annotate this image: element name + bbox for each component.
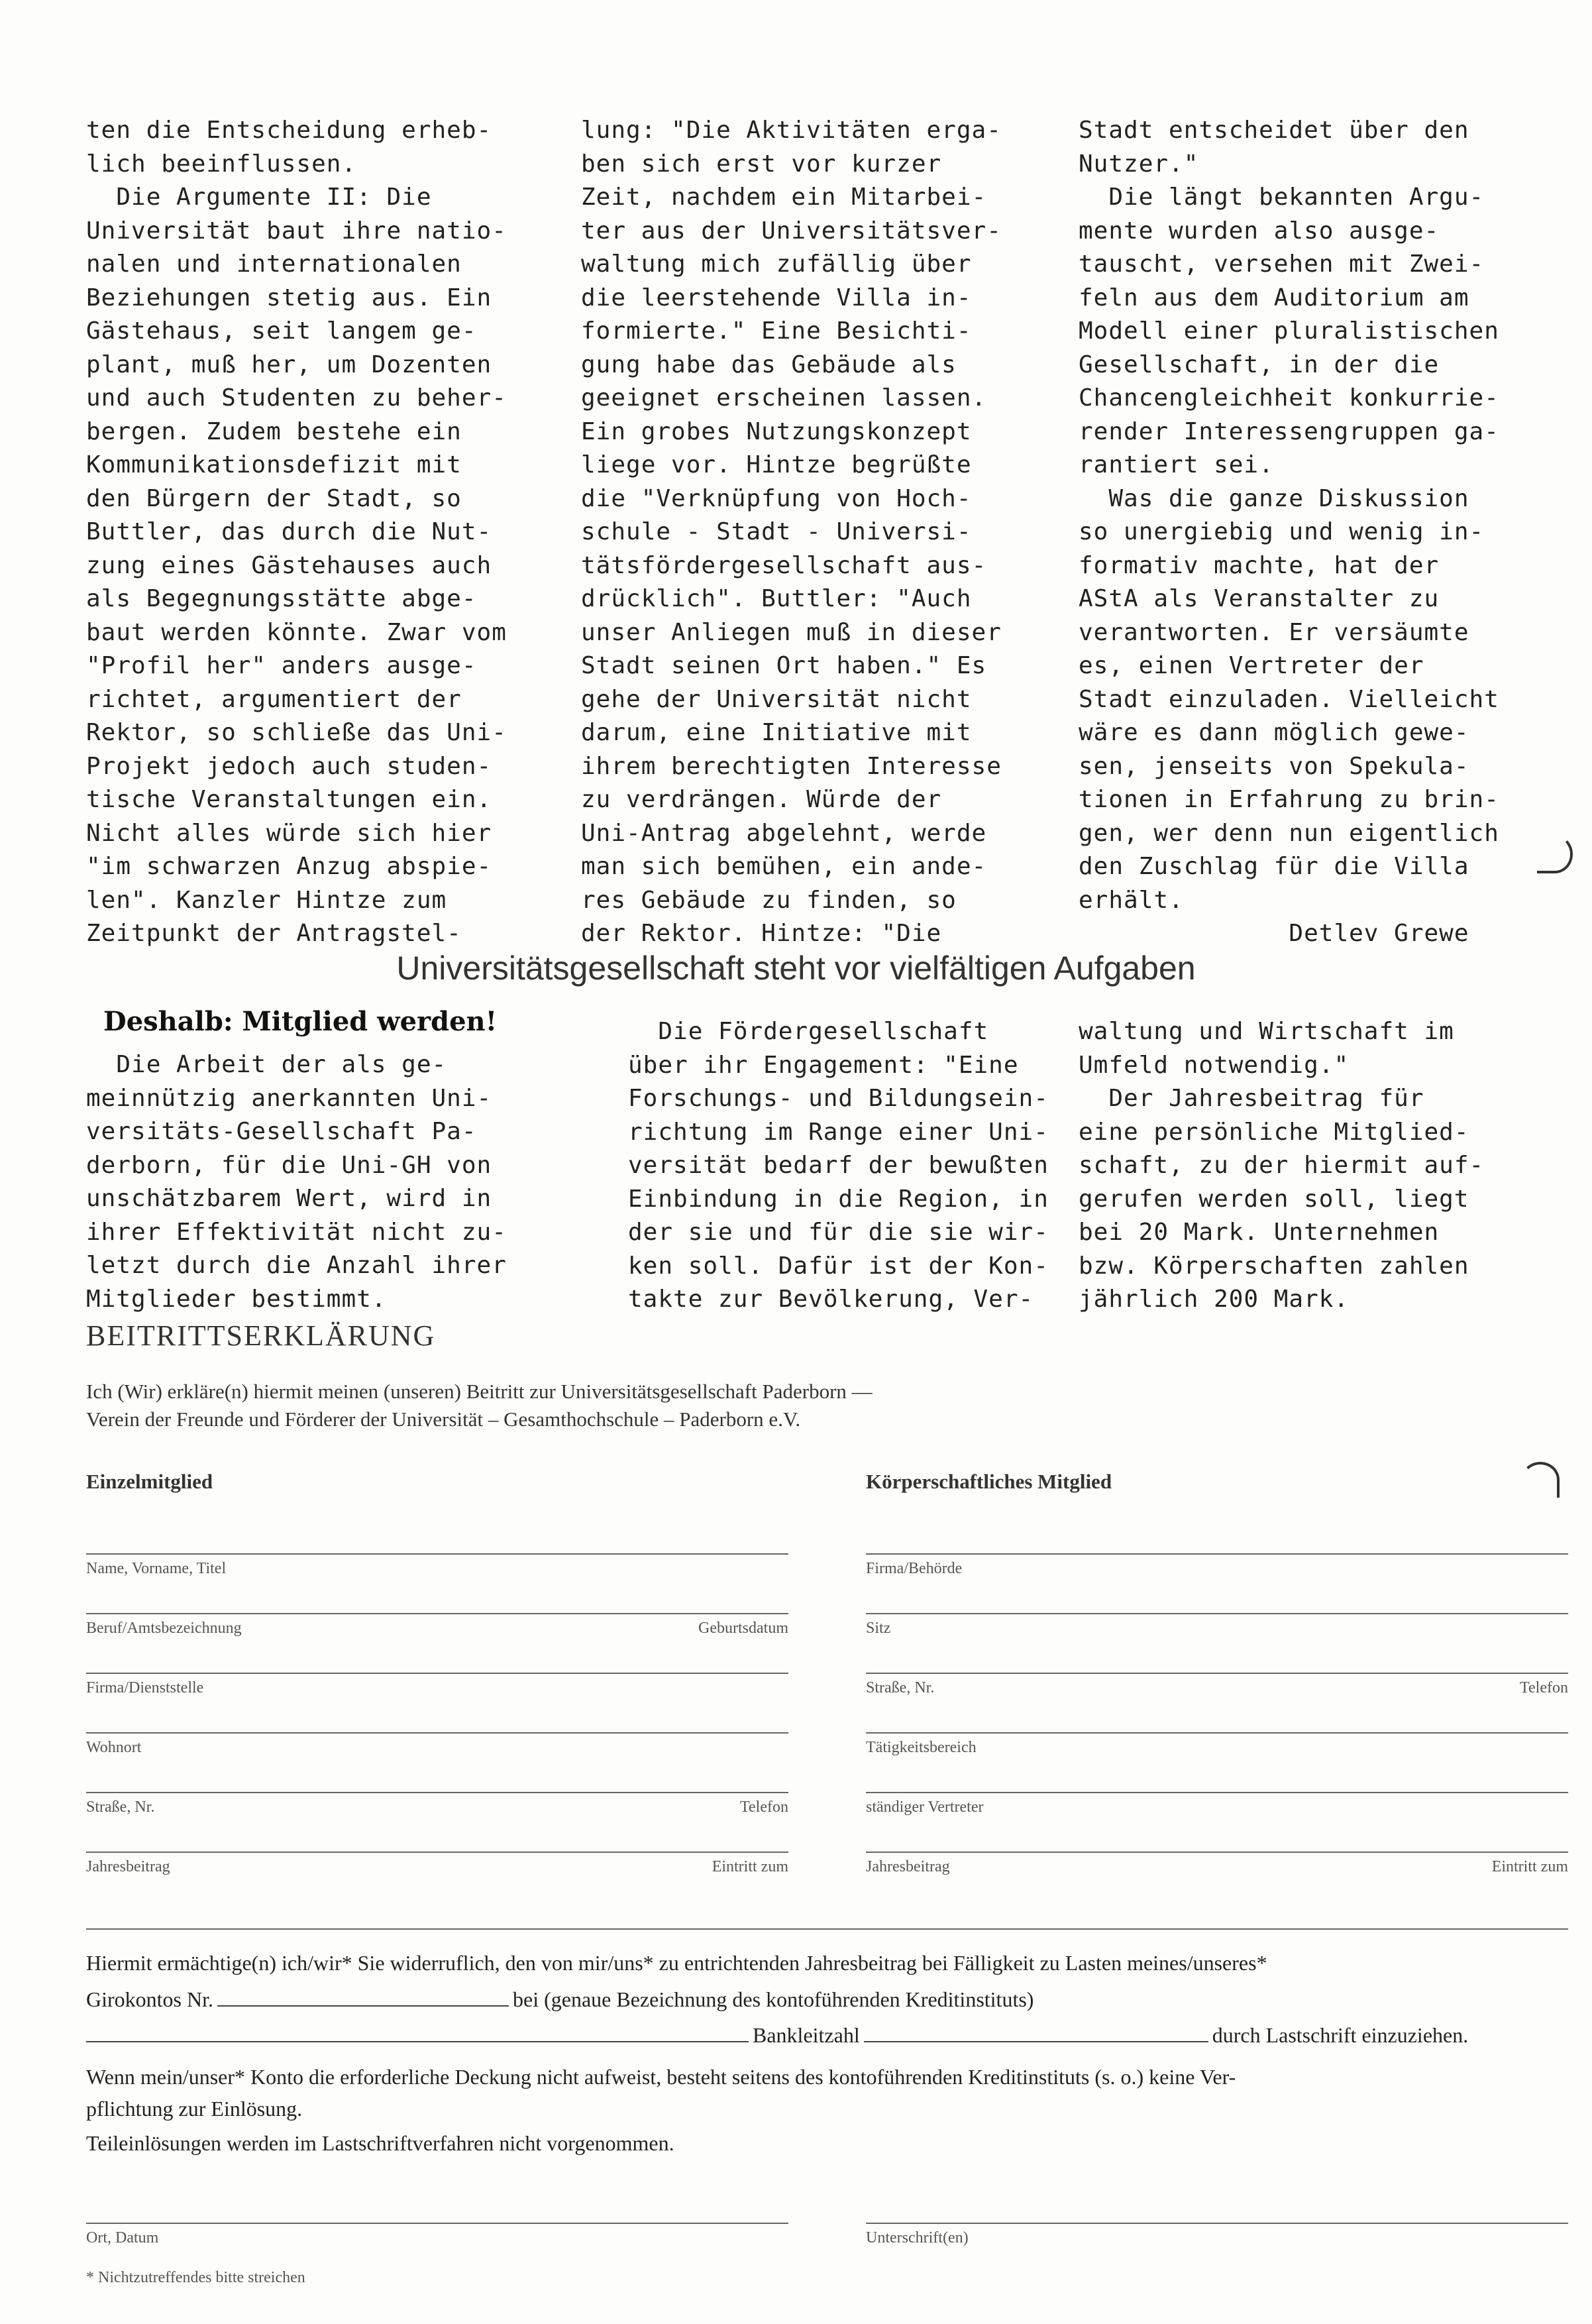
text-line: lung: "Die Aktivitäten erga- — [581, 117, 1002, 144]
place-date-field[interactable]: Ort, Datum — [86, 2223, 788, 2256]
text-line: unschätzbarem Wert, wird in — [86, 1185, 492, 1212]
text-line: Der Jahresbeitrag für — [1079, 1085, 1424, 1112]
text-line: Nutzer." — [1079, 150, 1199, 178]
text-line: schaft, zu der hiermit auf- — [1079, 1152, 1485, 1179]
text-line: Was die ganze Diskussion — [1079, 484, 1469, 512]
form-divider — [86, 1928, 1568, 1930]
text-line: gerufen werden soll, liegt — [1079, 1185, 1469, 1213]
text-line: zung eines Gästehauses auch — [86, 551, 492, 579]
text-line: darum, eine Initiative mit — [581, 719, 972, 746]
text-line: drücklich". Buttler: "Auch — [581, 585, 972, 612]
section-column-3 — [1079, 1015, 1484, 1317]
text-line: waltung mich zufällig über — [581, 250, 972, 278]
company-field[interactable]: Firma/Dienststelle — [86, 1673, 788, 1711]
text-line: nalen und internationalen — [86, 250, 462, 278]
text-line: Gästehaus, seit langem ge- — [86, 317, 477, 345]
text-line: Rektor, so schließe das Uni- — [86, 719, 507, 746]
text-line: tionen in Erfahrung zu brin- — [1079, 786, 1499, 813]
form-title: BEITRITTSERKLÄRUNG — [86, 1319, 436, 1352]
text-line: liege vor. Hintze begrüßte — [581, 451, 972, 478]
text-line: formativ machte, hat der — [1079, 551, 1440, 579]
text-line: mente wurden also ausge- — [1079, 217, 1440, 245]
text-line: Stadt einzuladen. Vielleicht — [1079, 685, 1499, 713]
corner-mark-icon — [1521, 1462, 1560, 1498]
text-line: Projekt jedoch auch studen- — [86, 752, 492, 780]
text-line: lich beeinflussen. — [86, 150, 357, 178]
text-line: plant, muß her, um Dozenten — [86, 351, 492, 378]
text-line: ten die Entscheidung erheb- — [86, 117, 492, 144]
form-intro-line-1: Ich (Wir) erkläre(n) hiermit meinen (unseren) Beitritt zur Universitätsgesellschaft Paderborn — — [86, 1380, 873, 1403]
bank-code-row: Bankleitzahl durch Lastschrift einzuziehen. — [86, 2022, 1468, 2048]
text-line: richtung im Range einer Uni- — [628, 1118, 1049, 1146]
text-line: Uni-Antrag abgelehnt, werde — [581, 819, 987, 847]
text-line: der Rektor. Hintze: "Die — [581, 920, 942, 947]
form-intro-line-2: Verein der Freunde und Förderer der Universität – Gesamthochschule – Paderborn e.V. — [86, 1408, 801, 1431]
text-line: Modell einer pluralistischen — [1079, 317, 1499, 345]
text-line: unser Anliegen muß in dieser — [581, 618, 1002, 646]
text-line: derborn, für die Uni-GH von — [86, 1151, 492, 1179]
text-line: es, einen Vertreter der — [1079, 652, 1424, 679]
text-line: Zeit, nachdem ein Mitarbei- — [581, 184, 987, 211]
text-line: versitäts-Gesellschaft Pa- — [86, 1118, 477, 1145]
text-line: Kommunikationsdefizit mit — [86, 451, 462, 478]
text-line: wäre es dann möglich gewe- — [1079, 719, 1469, 746]
authorization-text: Hiermit ermächtige(n) ich/wir* Sie widerruflich, den von mir/uns* zu entrichtenden Jahresbeitrag bei Fälligkeit zu Lasten meines/unseres* — [86, 1951, 1267, 1975]
text-line: die leerstehende Villa in- — [581, 284, 972, 311]
text-line: Einbindung in die Region, in — [628, 1185, 1049, 1213]
text-line: so unergiebig und wenig in- — [1079, 518, 1485, 545]
account-row: Girokontos Nr. bei (genaue Bezeichnung des kontoführenden Kreditinstituts) — [86, 1987, 1034, 2011]
text-line: tische Veranstaltungen ein. — [86, 786, 492, 813]
text-line: letzt durch die Anzahl ihrer — [86, 1252, 507, 1279]
text-line: den Bürgern der Stadt, so — [86, 484, 462, 512]
text-line: eine persönliche Mitglied- — [1079, 1118, 1469, 1146]
text-line: baut werden könnte. Zwar vom — [86, 618, 507, 646]
text-line: Chancengleichheit konkurrie- — [1079, 384, 1499, 412]
text-line: Die Argumente II: Die — [86, 184, 432, 211]
text-line: Mitglieder bestimmt. — [86, 1285, 387, 1313]
text-line: ter aus der Universitätsver- — [581, 217, 1002, 245]
corp-street-field[interactable]: Straße, Nr. Telefon — [866, 1673, 1568, 1711]
text-line: meinnützig anerkannten Uni- — [86, 1084, 492, 1112]
text-line: Die Fördergesellschaft — [628, 1018, 989, 1045]
text-line: Detlev Grewe — [1079, 920, 1469, 947]
footnote: * Nichtzutreffendes bitte streichen — [86, 2269, 305, 2286]
text-line: bei 20 Mark. Unternehmen — [1079, 1219, 1440, 1246]
coverage-text-1: Wenn mein/unser* Konto die erforderliche Deckung nicht aufweist, besteht seitens des kontoführenden Kreditinstituts (s. o.) keine Ver- — [86, 2065, 1236, 2089]
section-subheading: Deshalb: Mitglied werden! — [103, 1006, 498, 1037]
text-line: die "Verknüpfung von Hoch- — [581, 484, 972, 512]
text-line: als Begegnungsstätte abge- — [86, 585, 477, 612]
text-line: formierte." Eine Besichti- — [581, 317, 972, 345]
text-line: tauscht, versehen mit Zwei- — [1079, 250, 1485, 278]
profession-field[interactable]: Beruf/Amtsbezeichnung Geburtsdatum — [86, 1613, 788, 1651]
text-line: feln aus dem Auditorium am — [1079, 284, 1469, 311]
text-line: Die Arbeit der als ge- — [86, 1051, 447, 1078]
corporate-member-title: Körperschaftliches Mitglied — [866, 1470, 1112, 1493]
text-line: richtet, argumentiert der — [86, 685, 462, 713]
corp-company-field[interactable]: Firma/Behörde — [866, 1553, 1568, 1592]
text-line: erhält. — [1079, 886, 1184, 914]
text-line: gen, wer denn nun eigentlich — [1079, 819, 1499, 847]
text-line: AStA als Veranstalter zu — [1079, 585, 1440, 612]
text-line: bergen. Zudem bestehe ein — [86, 417, 462, 445]
text-line: Zeitpunkt der Antragstel- — [86, 920, 462, 947]
text-line: res Gebäude zu finden, so — [581, 886, 957, 914]
corp-fee-field[interactable]: Jahresbeitrag Eintritt zum — [866, 1852, 1568, 1890]
text-line: Stadt seinen Ort haben." Es — [581, 652, 987, 679]
article-column-1 — [86, 114, 507, 951]
text-line: Die längt bekannten Argu- — [1079, 184, 1485, 211]
text-line: Ein grobes Nutzungskonzept — [581, 417, 972, 445]
bank-name-input[interactable] — [86, 2022, 749, 2042]
coverage-text-2: pflichtung zur Einlösung. — [86, 2097, 303, 2121]
text-line: "Profil her" anders ausge- — [86, 652, 477, 679]
text-line: und auch Studenten zu beher- — [86, 384, 507, 412]
text-line: schule - Stadt - Universi- — [581, 518, 972, 545]
text-line: der sie und für die sie wir- — [628, 1219, 1049, 1246]
account-number-input[interactable] — [217, 1987, 509, 2007]
section-headline: Universitätsgesellschaft steht vor vielfältigen Aufgaben — [396, 950, 1196, 987]
fee-field[interactable]: Jahresbeitrag Eintritt zum — [86, 1852, 788, 1890]
text-line: ben sich erst vor kurzer — [581, 150, 942, 178]
corp-representative-field[interactable]: ständiger Vertreter — [866, 1792, 1568, 1830]
text-line: verantworten. Er versäumte — [1079, 618, 1469, 646]
text-line: "im schwarzen Anzug abspie- — [86, 853, 492, 880]
single-member-title: Einzelmitglied — [86, 1470, 213, 1493]
text-line: versität bedarf der bewußten — [628, 1152, 1049, 1179]
text-line: sen, jenseits von Spekula- — [1079, 752, 1469, 780]
text-line: über ihr Engagement: "Eine — [628, 1051, 1019, 1079]
text-line: Beziehungen stetig aus. Ein — [86, 284, 492, 311]
bank-code-input[interactable] — [864, 2022, 1208, 2042]
corp-activity-field[interactable]: Tätigkeitsbereich — [866, 1732, 1568, 1771]
text-line: rantiert sei. — [1079, 451, 1274, 478]
text-line: geeignet erscheinen lassen. — [581, 384, 987, 412]
article-column-3 — [1079, 114, 1499, 951]
text-line: den Zuschlag für die Villa — [1079, 853, 1469, 880]
text-line: Buttler, das durch die Nut- — [86, 518, 492, 545]
section-column-1 — [86, 1048, 507, 1316]
text-line: render Interessengruppen ga- — [1079, 417, 1499, 445]
text-line: Forschungs- und Bildungsein- — [628, 1085, 1049, 1112]
name-field[interactable]: Name, Vorname, Titel — [86, 1553, 788, 1592]
text-line: takte zur Bevölkerung, Ver- — [628, 1286, 1034, 1313]
text-line: Nicht alles würde sich hier — [86, 819, 492, 847]
section-column-2 — [628, 1015, 1049, 1317]
text-line: Stadt entscheidet über den — [1079, 117, 1469, 144]
text-line: zu verdrängen. Würde der — [581, 786, 942, 813]
signature-field[interactable]: Unterschrift(en) — [866, 2223, 1568, 2256]
text-line: gung habe das Gebäude als — [581, 351, 957, 378]
text-line: ken soll. Dafür ist der Kon- — [628, 1252, 1049, 1280]
text-line: len". Kanzler Hintze zum — [86, 886, 447, 914]
residence-field[interactable]: Wohnort — [86, 1732, 788, 1771]
corner-mark-icon — [1537, 835, 1573, 873]
text-line: Gesellschaft, in der die — [1079, 351, 1440, 378]
corp-seat-field[interactable]: Sitz — [866, 1613, 1568, 1651]
text-line: jährlich 200 Mark. — [1079, 1286, 1350, 1313]
street-field[interactable]: Straße, Nr. Telefon — [86, 1792, 788, 1830]
text-line: ihrer Effektivität nicht zu- — [86, 1218, 507, 1246]
text-line: man sich bemühen, ein ande- — [581, 853, 987, 880]
text-line: ihrem berechtigten Interesse — [581, 752, 1002, 780]
text-line: Universität baut ihre natio- — [86, 217, 507, 245]
text-line: tätsfördergesellschaft aus- — [581, 551, 987, 579]
text-line: Umfeld notwendig." — [1079, 1051, 1350, 1079]
text-line: gehe der Universität nicht — [581, 685, 972, 713]
article-column-2 — [581, 114, 1002, 951]
text-line: bzw. Körperschaften zahlen — [1079, 1252, 1469, 1280]
partial-text: Teileinlösungen werden im Lastschriftverfahren nicht vorgenommen. — [86, 2131, 674, 2155]
text-line: waltung und Wirtschaft im — [1079, 1018, 1454, 1045]
